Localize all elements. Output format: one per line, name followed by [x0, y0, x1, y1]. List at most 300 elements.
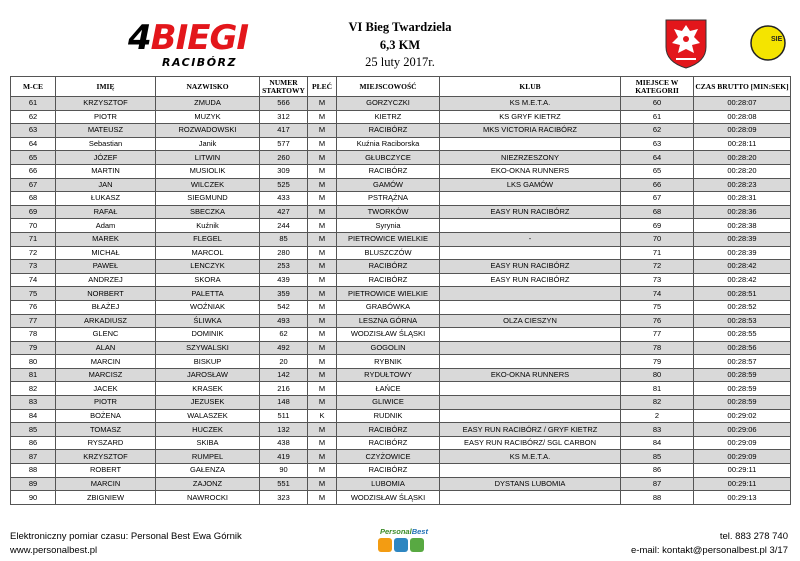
cell-last-name: ŚLIWKA [156, 314, 260, 328]
cell-club: EKO-OKNA RUNNERS [440, 164, 621, 178]
cell-bib: 511 [260, 409, 308, 423]
footer-email-page[interactable]: e-mail: kontakt@personalbest.pl 3/17 [631, 545, 788, 556]
cell-bib: 323 [260, 491, 308, 505]
cell-gross-time: 00:29:13 [694, 491, 791, 505]
cell-sex: M [308, 477, 337, 491]
table-row [11, 436, 791, 450]
table-row [11, 355, 791, 369]
cell-gross-time: 00:28:53 [694, 314, 791, 328]
cell-last-name: KRASEK [156, 382, 260, 396]
table-row [11, 409, 791, 423]
cell-bib: 253 [260, 260, 308, 274]
table-row [11, 151, 791, 165]
cell-last-name: WOŹNIAK [156, 300, 260, 314]
cell-place: 70 [11, 219, 56, 233]
cell-bib: 493 [260, 314, 308, 328]
cell-last-name: LENCZYK [156, 260, 260, 274]
cell-first-name: TOMASZ [56, 423, 156, 437]
cell-gross-time: 00:28:55 [694, 328, 791, 342]
cell-club: LKS GAMÓW [440, 178, 621, 192]
table-row [11, 382, 791, 396]
table-row [11, 260, 791, 274]
cell-sex: M [308, 396, 337, 410]
table-row [11, 314, 791, 328]
cell-town: Syrynia [337, 219, 440, 233]
cell-bib: 62 [260, 328, 308, 342]
cell-first-name: MARCIN [56, 477, 156, 491]
sponsor-logo-icon [750, 25, 786, 61]
cell-bib: 566 [260, 97, 308, 111]
cell-first-name: JACEK [56, 382, 156, 396]
cell-category-place: 77 [621, 328, 694, 342]
cell-last-name: MARCOL [156, 246, 260, 260]
cell-sex: M [308, 450, 337, 464]
cell-last-name: NAWROCKI [156, 491, 260, 505]
cell-last-name: PALETTA [156, 287, 260, 301]
logo-number: 4 [128, 18, 151, 58]
cell-place: 83 [11, 396, 56, 410]
cell-category-place: 65 [621, 164, 694, 178]
cell-town: RACIBÓRZ [337, 436, 440, 450]
cell-gross-time: 00:28:11 [694, 137, 791, 151]
cell-first-name: MATEUSZ [56, 124, 156, 138]
cell-gross-time: 00:28:59 [694, 396, 791, 410]
cell-last-name: SIEGMUND [156, 192, 260, 206]
table-row [11, 328, 791, 342]
cell-place: 86 [11, 436, 56, 450]
cell-place: 75 [11, 287, 56, 301]
cell-last-name: SZYWALSKI [156, 341, 260, 355]
cell-sex: M [308, 219, 337, 233]
cell-gross-time: 00:28:39 [694, 246, 791, 260]
logo-word: BIEGI [150, 18, 249, 58]
table-header-row [11, 77, 791, 97]
cell-club [440, 355, 621, 369]
cell-gross-time: 00:28:51 [694, 287, 791, 301]
cell-place: 84 [11, 409, 56, 423]
table-row [11, 124, 791, 138]
table-row [11, 178, 791, 192]
cell-sex: M [308, 328, 337, 342]
cell-bib: 244 [260, 219, 308, 233]
cell-club [440, 192, 621, 206]
footer-timing: Elektroniczny pomiar czasu: Personal Best Ewa Górnik [10, 531, 242, 542]
cell-place: 78 [11, 328, 56, 342]
cell-last-name: HUCZEK [156, 423, 260, 437]
cell-town: RACIBÓRZ [337, 464, 440, 478]
cell-bib: 577 [260, 137, 308, 151]
cell-place: 65 [11, 151, 56, 165]
cell-club [440, 137, 621, 151]
cell-gross-time: 00:28:56 [694, 341, 791, 355]
cell-first-name: PAWEŁ [56, 260, 156, 274]
cell-category-place: 67 [621, 192, 694, 206]
cell-place: 74 [11, 273, 56, 287]
cell-gross-time: 00:28:09 [694, 124, 791, 138]
cell-last-name: SKIBA [156, 436, 260, 450]
cell-last-name: SKORA [156, 273, 260, 287]
cell-bib: 551 [260, 477, 308, 491]
4biegi-logo [128, 18, 278, 68]
cell-sex: M [308, 355, 337, 369]
table-row [11, 477, 791, 491]
cell-place: 77 [11, 314, 56, 328]
cell-bib: 417 [260, 124, 308, 138]
cell-place: 68 [11, 192, 56, 206]
cell-sex: M [308, 368, 337, 382]
cell-gross-time: 00:29:02 [694, 409, 791, 423]
cell-gross-time: 00:28:08 [694, 110, 791, 124]
col-header-place: M-CE [11, 77, 56, 97]
table-row [11, 396, 791, 410]
cell-club: NIEZRZESZONY [440, 151, 621, 165]
table-row [11, 273, 791, 287]
cell-category-place: 63 [621, 137, 694, 151]
cell-category-place: 85 [621, 450, 694, 464]
sponsor-logo-text: SIE [771, 36, 783, 43]
cell-place: 89 [11, 477, 56, 491]
cell-gross-time: 00:28:20 [694, 164, 791, 178]
cell-category-place: 83 [621, 423, 694, 437]
table-row [11, 464, 791, 478]
cell-first-name: KRZYSZTOF [56, 97, 156, 111]
cell-category-place: 2 [621, 409, 694, 423]
col-header-club: KLUB [440, 77, 621, 97]
cell-last-name: WALASZEK [156, 409, 260, 423]
cell-first-name: JÓZEF [56, 151, 156, 165]
cell-gross-time: 00:28:36 [694, 205, 791, 219]
cell-place: 61 [11, 97, 56, 111]
cell-club: KS M.E.T.A. [440, 450, 621, 464]
cell-town: RACIBÓRZ [337, 124, 440, 138]
cell-sex: M [308, 300, 337, 314]
cell-sex: M [308, 97, 337, 111]
cell-last-name: MUZYK [156, 110, 260, 124]
cell-town: RUDNIK [337, 409, 440, 423]
cell-sex: M [308, 178, 337, 192]
cell-place: 80 [11, 355, 56, 369]
cell-sex: M [308, 137, 337, 151]
cell-club: EASY RUN RACIBÓRZ [440, 273, 621, 287]
table-row [11, 232, 791, 246]
footer-phone: tel. 883 278 740 [719, 531, 788, 542]
cell-first-name: ARKADIUSZ [56, 314, 156, 328]
cell-town: PSTRĄŻNA [337, 192, 440, 206]
cell-first-name: ROBERT [56, 464, 156, 478]
cell-first-name: PIOTR [56, 110, 156, 124]
cell-club [440, 328, 621, 342]
cell-first-name: GLENC [56, 328, 156, 342]
cell-bib: 90 [260, 464, 308, 478]
cell-bib: 309 [260, 164, 308, 178]
cell-place: 85 [11, 423, 56, 437]
cell-club [440, 464, 621, 478]
cell-first-name: RAFAŁ [56, 205, 156, 219]
cell-sex: M [308, 232, 337, 246]
cell-sex: M [308, 110, 337, 124]
cell-place: 87 [11, 450, 56, 464]
table-row [11, 97, 791, 111]
cell-sex: M [308, 246, 337, 260]
col-header-last-name: NAZWISKO [156, 77, 260, 97]
cell-bib: 216 [260, 382, 308, 396]
col-header-category-place: MIEJSCE W KATEGORII [621, 77, 694, 97]
cell-town: WODZISŁAW ŚLĄSKI [337, 491, 440, 505]
cell-last-name: DOMINIK [156, 328, 260, 342]
cell-club: EASY RUN RACIBÓRZ [440, 205, 621, 219]
cell-category-place: 62 [621, 124, 694, 138]
cell-place: 79 [11, 341, 56, 355]
col-header-sex: PŁEĆ [308, 77, 337, 97]
table-row [11, 110, 791, 124]
cell-place: 73 [11, 260, 56, 274]
cell-town: GAMÓW [337, 178, 440, 192]
cell-first-name: Adam [56, 219, 156, 233]
cell-sex: M [308, 151, 337, 165]
cell-gross-time: 00:29:06 [694, 423, 791, 437]
cell-last-name: JEZUSEK [156, 396, 260, 410]
cell-bib: 280 [260, 246, 308, 260]
cell-bib: 419 [260, 450, 308, 464]
cell-place: 82 [11, 382, 56, 396]
cell-category-place: 79 [621, 355, 694, 369]
cell-town: GŁUBCZYCE [337, 151, 440, 165]
cell-category-place: 72 [621, 260, 694, 274]
cell-town: RYBNIK [337, 355, 440, 369]
cell-club: KS M.E.T.A. [440, 97, 621, 111]
cell-sex: M [308, 192, 337, 206]
cell-bib: 525 [260, 178, 308, 192]
cell-sex: M [308, 464, 337, 478]
cell-first-name: MAREK [56, 232, 156, 246]
cell-bib: 132 [260, 423, 308, 437]
table-row [11, 205, 791, 219]
cell-category-place: 61 [621, 110, 694, 124]
cell-first-name: Sebastian [56, 137, 156, 151]
table-row [11, 368, 791, 382]
cell-last-name: FLEGEL [156, 232, 260, 246]
personalbest-logo [372, 527, 432, 557]
cell-club [440, 396, 621, 410]
cell-gross-time: 00:29:11 [694, 464, 791, 478]
cell-bib: 142 [260, 368, 308, 382]
cell-sex: M [308, 164, 337, 178]
cell-first-name: MARCISZ [56, 368, 156, 382]
cell-category-place: 80 [621, 368, 694, 382]
cell-category-place: 73 [621, 273, 694, 287]
cell-sex: M [308, 382, 337, 396]
cell-town: TWORKÓW [337, 205, 440, 219]
cell-town: ŁAŃCE [337, 382, 440, 396]
cell-place: 64 [11, 137, 56, 151]
cell-town: RACIBÓRZ [337, 164, 440, 178]
table-row [11, 491, 791, 505]
cell-club [440, 287, 621, 301]
cell-place: 71 [11, 232, 56, 246]
cell-last-name: RUMPEL [156, 450, 260, 464]
cell-town: Kuźnia Raciborska [337, 137, 440, 151]
col-header-bib: NUMER STARTOWY [260, 77, 308, 97]
footer-website[interactable]: www.personalbest.pl [10, 545, 98, 556]
cell-gross-time: 00:28:42 [694, 260, 791, 274]
table-row [11, 450, 791, 464]
cell-town: GOGOLIN [337, 341, 440, 355]
cell-category-place: 69 [621, 219, 694, 233]
cell-club [440, 491, 621, 505]
pb-logo-text-b: Best [411, 527, 428, 536]
cell-sex: M [308, 287, 337, 301]
cell-category-place: 88 [621, 491, 694, 505]
cell-first-name: MARTIN [56, 164, 156, 178]
cell-club: OLZA CIESZYN [440, 314, 621, 328]
running-icon [378, 538, 392, 552]
cell-gross-time: 00:28:59 [694, 382, 791, 396]
cell-gross-time: 00:28:57 [694, 355, 791, 369]
cell-bib: 427 [260, 205, 308, 219]
cell-bib: 492 [260, 341, 308, 355]
cell-town: RACIBÓRZ [337, 423, 440, 437]
cell-club [440, 246, 621, 260]
cell-category-place: 78 [621, 341, 694, 355]
cell-category-place: 71 [621, 246, 694, 260]
table-row [11, 341, 791, 355]
cell-bib: 260 [260, 151, 308, 165]
cell-sex: M [308, 205, 337, 219]
cell-club: EASY RUN RACIBÓRZ / GRYF KIETRZ [440, 423, 621, 437]
cell-category-place: 70 [621, 232, 694, 246]
cell-bib: 359 [260, 287, 308, 301]
cell-town: GORZYCZKI [337, 97, 440, 111]
cell-club: EASY RUN RACIBÓRZ/ SGL CARBON [440, 436, 621, 450]
cell-sex: M [308, 314, 337, 328]
cell-category-place: 60 [621, 97, 694, 111]
cell-club: DYSTANS LUBOMIA [440, 477, 621, 491]
cell-club [440, 382, 621, 396]
table-row [11, 137, 791, 151]
cell-bib: 85 [260, 232, 308, 246]
cell-category-place: 87 [621, 477, 694, 491]
cell-last-name: WILCZEK [156, 178, 260, 192]
cell-gross-time: 00:28:39 [694, 232, 791, 246]
cell-place: 63 [11, 124, 56, 138]
cell-club [440, 341, 621, 355]
cell-place: 69 [11, 205, 56, 219]
cell-first-name: ANDRZEJ [56, 273, 156, 287]
event-title: VI Bieg Twardziela [348, 20, 452, 34]
cell-club: EASY RUN RACIBÓRZ [440, 260, 621, 274]
cell-place: 76 [11, 300, 56, 314]
cell-category-place: 81 [621, 382, 694, 396]
table-row [11, 192, 791, 206]
cell-place: 90 [11, 491, 56, 505]
cell-first-name: ALAN [56, 341, 156, 355]
cell-last-name: BISKUP [156, 355, 260, 369]
cell-last-name: Kuźnik [156, 219, 260, 233]
cell-town: RACIBÓRZ [337, 273, 440, 287]
cell-place: 66 [11, 164, 56, 178]
cell-town: PIETROWICE WIELKIE [337, 287, 440, 301]
cell-first-name: KRZYSZTOF [56, 450, 156, 464]
cell-gross-time: 00:28:52 [694, 300, 791, 314]
col-header-gross-time: CZAS BRUTTO [MIN:SEK] [694, 77, 791, 97]
cell-club: EKO-OKNA RUNNERS [440, 368, 621, 382]
cell-club [440, 409, 621, 423]
raciborz-crest-icon [662, 17, 710, 69]
cell-last-name: ZAJONZ [156, 477, 260, 491]
event-distance: 6,3 KM [379, 38, 421, 52]
table-row [11, 300, 791, 314]
cycling-icon [410, 538, 424, 552]
cell-first-name: NORBERT [56, 287, 156, 301]
cell-first-name: MICHAŁ [56, 246, 156, 260]
cell-club: MKS VICTORIA RACIBÓRZ [440, 124, 621, 138]
cell-first-name: MARCIN [56, 355, 156, 369]
table-row [11, 287, 791, 301]
cell-bib: 438 [260, 436, 308, 450]
cell-sex: M [308, 423, 337, 437]
cell-first-name: RYSZARD [56, 436, 156, 450]
cell-town: GLIWICE [337, 396, 440, 410]
cell-category-place: 86 [621, 464, 694, 478]
cell-sex: M [308, 436, 337, 450]
cell-place: 88 [11, 464, 56, 478]
cell-sex: M [308, 491, 337, 505]
table-row [11, 246, 791, 260]
swimming-icon [394, 538, 408, 552]
cell-gross-time: 00:28:42 [694, 273, 791, 287]
cell-gross-time: 00:29:09 [694, 450, 791, 464]
cell-bib: 542 [260, 300, 308, 314]
cell-sex: M [308, 124, 337, 138]
cell-place: 72 [11, 246, 56, 260]
cell-town: LESZNA GÓRNA [337, 314, 440, 328]
cell-category-place: 75 [621, 300, 694, 314]
cell-gross-time: 00:28:59 [694, 368, 791, 382]
cell-town: PIETROWICE WIELKIE [337, 232, 440, 246]
cell-town: LUBOMIA [337, 477, 440, 491]
cell-gross-time: 00:28:23 [694, 178, 791, 192]
cell-gross-time: 00:29:09 [694, 436, 791, 450]
cell-sex: M [308, 273, 337, 287]
cell-town: RYDUŁTOWY [337, 368, 440, 382]
cell-club [440, 300, 621, 314]
table-row [11, 164, 791, 178]
event-date: 25 luty 2017r. [365, 55, 435, 69]
cell-gross-time: 00:28:07 [694, 97, 791, 111]
cell-place: 67 [11, 178, 56, 192]
cell-category-place: 64 [621, 151, 694, 165]
cell-last-name: LITWIN [156, 151, 260, 165]
cell-place: 62 [11, 110, 56, 124]
cell-last-name: GAŁENZA [156, 464, 260, 478]
cell-first-name: ŁUKASZ [56, 192, 156, 206]
cell-gross-time: 00:28:20 [694, 151, 791, 165]
cell-place: 81 [11, 368, 56, 382]
cell-club [440, 219, 621, 233]
cell-category-place: 74 [621, 287, 694, 301]
cell-category-place: 66 [621, 178, 694, 192]
cell-bib: 148 [260, 396, 308, 410]
cell-gross-time: 00:29:11 [694, 477, 791, 491]
cell-club: KS GRYF KIETRZ [440, 110, 621, 124]
col-header-town: MIEJSCOWOŚĆ [337, 77, 440, 97]
col-header-first-name: IMIĘ [56, 77, 156, 97]
cell-last-name: MUSIOLIK [156, 164, 260, 178]
cell-gross-time: 00:28:38 [694, 219, 791, 233]
cell-first-name: JAN [56, 178, 156, 192]
cell-last-name: Janik [156, 137, 260, 151]
cell-gross-time: 00:28:31 [694, 192, 791, 206]
